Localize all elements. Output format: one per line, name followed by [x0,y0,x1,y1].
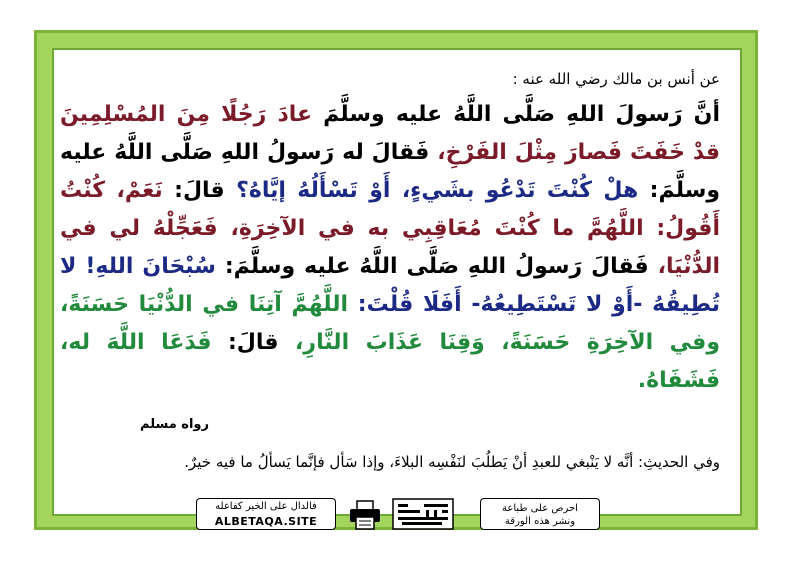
printer-icon [348,500,382,530]
narrator-attribution: عن أنس بن مالك رضي الله عنه : [512,70,720,88]
hadith-segment: أنَّ رَسولَ اللهِ صَلَّى اللَّهُ عليه وسلَّمَ [312,102,720,127]
hadith-text [60,96,720,400]
hadith-segment: فَدَعَا اللَّهَ له، فَشَفَاهُ. [60,330,720,393]
hadith-segment: نَعَمْ، كُنْتُ أَقُولُ: اللَّهُمَّ ما كُنْتَ مُعَاقِبِي به في الآخِرَةِ، فَعَجِّلْهُ لي في الدُّنْيَا، [60,178,720,279]
hadith-segment: قالَ: [162,178,225,203]
hadith-segment: فَقالَ رَسولُ اللهِ صَلَّى اللَّهُ عليه وسلَّمَ: [215,254,649,279]
hadith-source: رواه مسلم [140,417,209,432]
hadith-segment: فَقالَ له رَسولُ اللهِ صَلَّى اللَّهُ عليه وسلَّمَ: [60,140,721,203]
commentary-text: وفي الحديثِ: أنَّه لا يَنْبغي للعبدِ أنْ يَطلُبَ لنَفْسِه البلاءَ، وإذا سَأل فإنَّما يَسألُ ما فيه خيرٌ. [184,453,720,471]
card-content [60,52,720,492]
hadith-segment: سُبْحَانَ اللهِ! لا تُطِيقُهُ -أَوْ لا تَسْتَطِيعُهُ- أَفَلَا قُلْتَ: [60,254,720,317]
hadith-segment: اللَّهُمَّ آتِنَا في الدُّنْيَا حَسَنَةً، وفي الآخِرَةِ حَسَنَةً، وَقِنَا عَذَابَ النَّارِ، [60,292,721,355]
hadith-segment: عادَ رَجُلًا مِنَ المُسْلِمِينَ قدْ خَفَتَ فَصارَ مِثْلَ الفَرْخِ، [60,102,721,165]
albetaqa-logo [392,498,454,530]
site-box[interactable] [196,498,336,530]
print-reminder-box [480,498,600,530]
hadith-segment: هلْ كُنْتَ تَدْعُو بشَيءٍ، أَوْ تَسْأَلُهُ إيَّاهُ؟ [224,178,639,203]
site-slogan: فالدال على الخير كفاعله [215,501,317,512]
hadith-segment: قالَ: [211,330,279,355]
site-url[interactable]: ALBETAQA.SITE [214,515,318,528]
print-reminder-line2: ونشر هذه الورقة [504,516,576,527]
print-reminder-line1: احرص على طباعة [502,503,578,514]
footer-bar [196,498,600,532]
